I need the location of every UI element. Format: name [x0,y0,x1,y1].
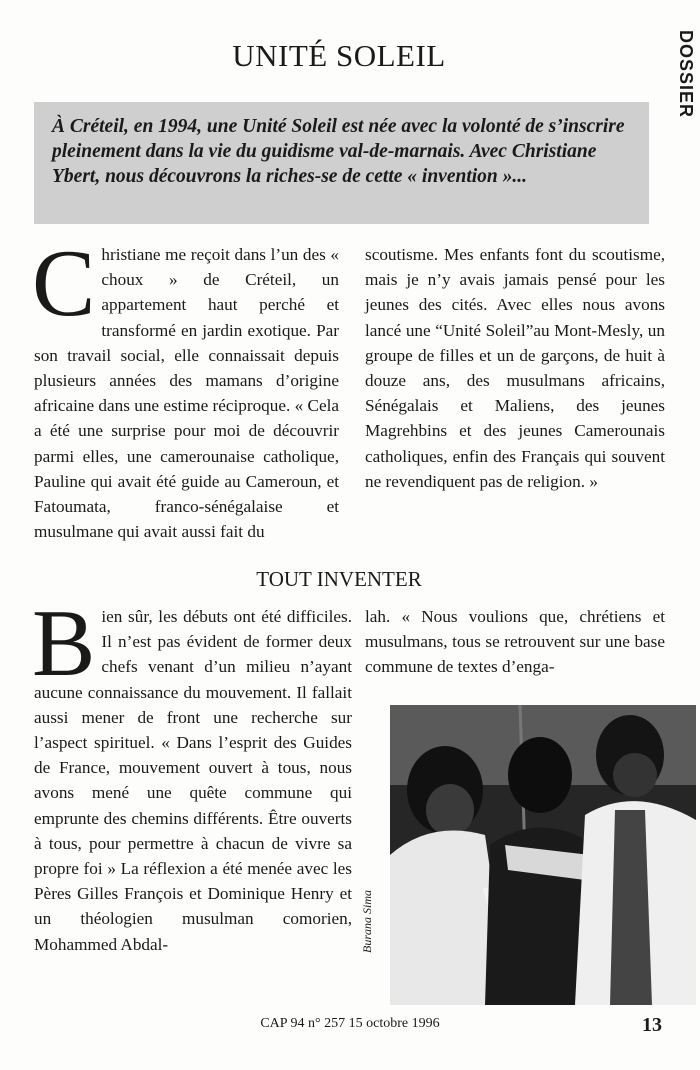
page-number: 13 [642,1014,662,1036]
photo-credit: Burana Sima [360,890,374,953]
footer-publication: CAP 94 n° 257 15 octobre 1996 [260,1016,440,1031]
column-left-2 [32,590,352,957]
column-left-1 [32,230,339,544]
section-label: DOSSIER [676,30,696,119]
photo-group-portrait [390,705,696,1005]
column-right-1: scoutisme. Mes enfants font du scoutisme, mais je n’y avais jamais pensé pour les jeunes des cités. Avec elles nous avons lancé une “Unité Soleil”au Mont-Mesly, un groupe de filles et un de garçons, de huit à douze ans, des musulmans africains, Sénégalais et Maliens, des jeunes Magrehbins et des jeunes Camerounais catholiques, enfin des Français qui souvent ne revendiquent pas de religion. » [365,245,665,491]
article-title: UNITÉ SOLEIL [232,38,446,73]
column-text: ien sûr, les débuts ont été difficiles. Il n’est pas évident de former deux chefs venant d’un milieu n’ayant aucune connaissance du mouvement. Il fallait aussi mener de front une recherche sur l’aspect spirituel. « Dans l’esprit des Guides de France, mouvement ouvert à tous, nous avons mené une quête commune qui emprunte des chemins différents. Être ouverts à tous, pour permettre à chacun de vivre sa propre foi » La réflexion a été menée avec les Pères Gilles François et Dominique Henry et un théologien musulman comorien, Mohammed Abdal- [34,607,352,954]
drop-cap: C [32,230,96,336]
drop-cap: B [32,590,96,696]
intro-box: À Créteil, en 1994, une Unité Soleil est née avec la volonté de s’inscrire pleinement dans la vie du guidisme val-de-marnais. Avec Christiane Ybert, nous découvrons la riches-se de cette « invention »... [34,102,649,224]
column-text: hristiane me reçoit dans l’un des « choux » de Créteil, un appartement haut perché et transformé en jardin exotique. Par son travail social, elle connaissait depuis plusieurs années des mamans d’origine africaine dans une estime réciproque. « Cela a été une surprise pour moi de découvrir parmi elles, une camerounaise catholique, Pauline qui avait été guide au Cameroun, et Fatoumata, franco-sénégalaise et musulmane qui avait aussi fait du [34,245,339,542]
subheading: TOUT INVENTER [256,567,422,591]
column-right-2: lah. « Nous voulions que, chrétiens et musulmans, tous se retrouvent sur une base commune de textes d’enga- [365,607,665,677]
photo-image [390,705,696,1005]
